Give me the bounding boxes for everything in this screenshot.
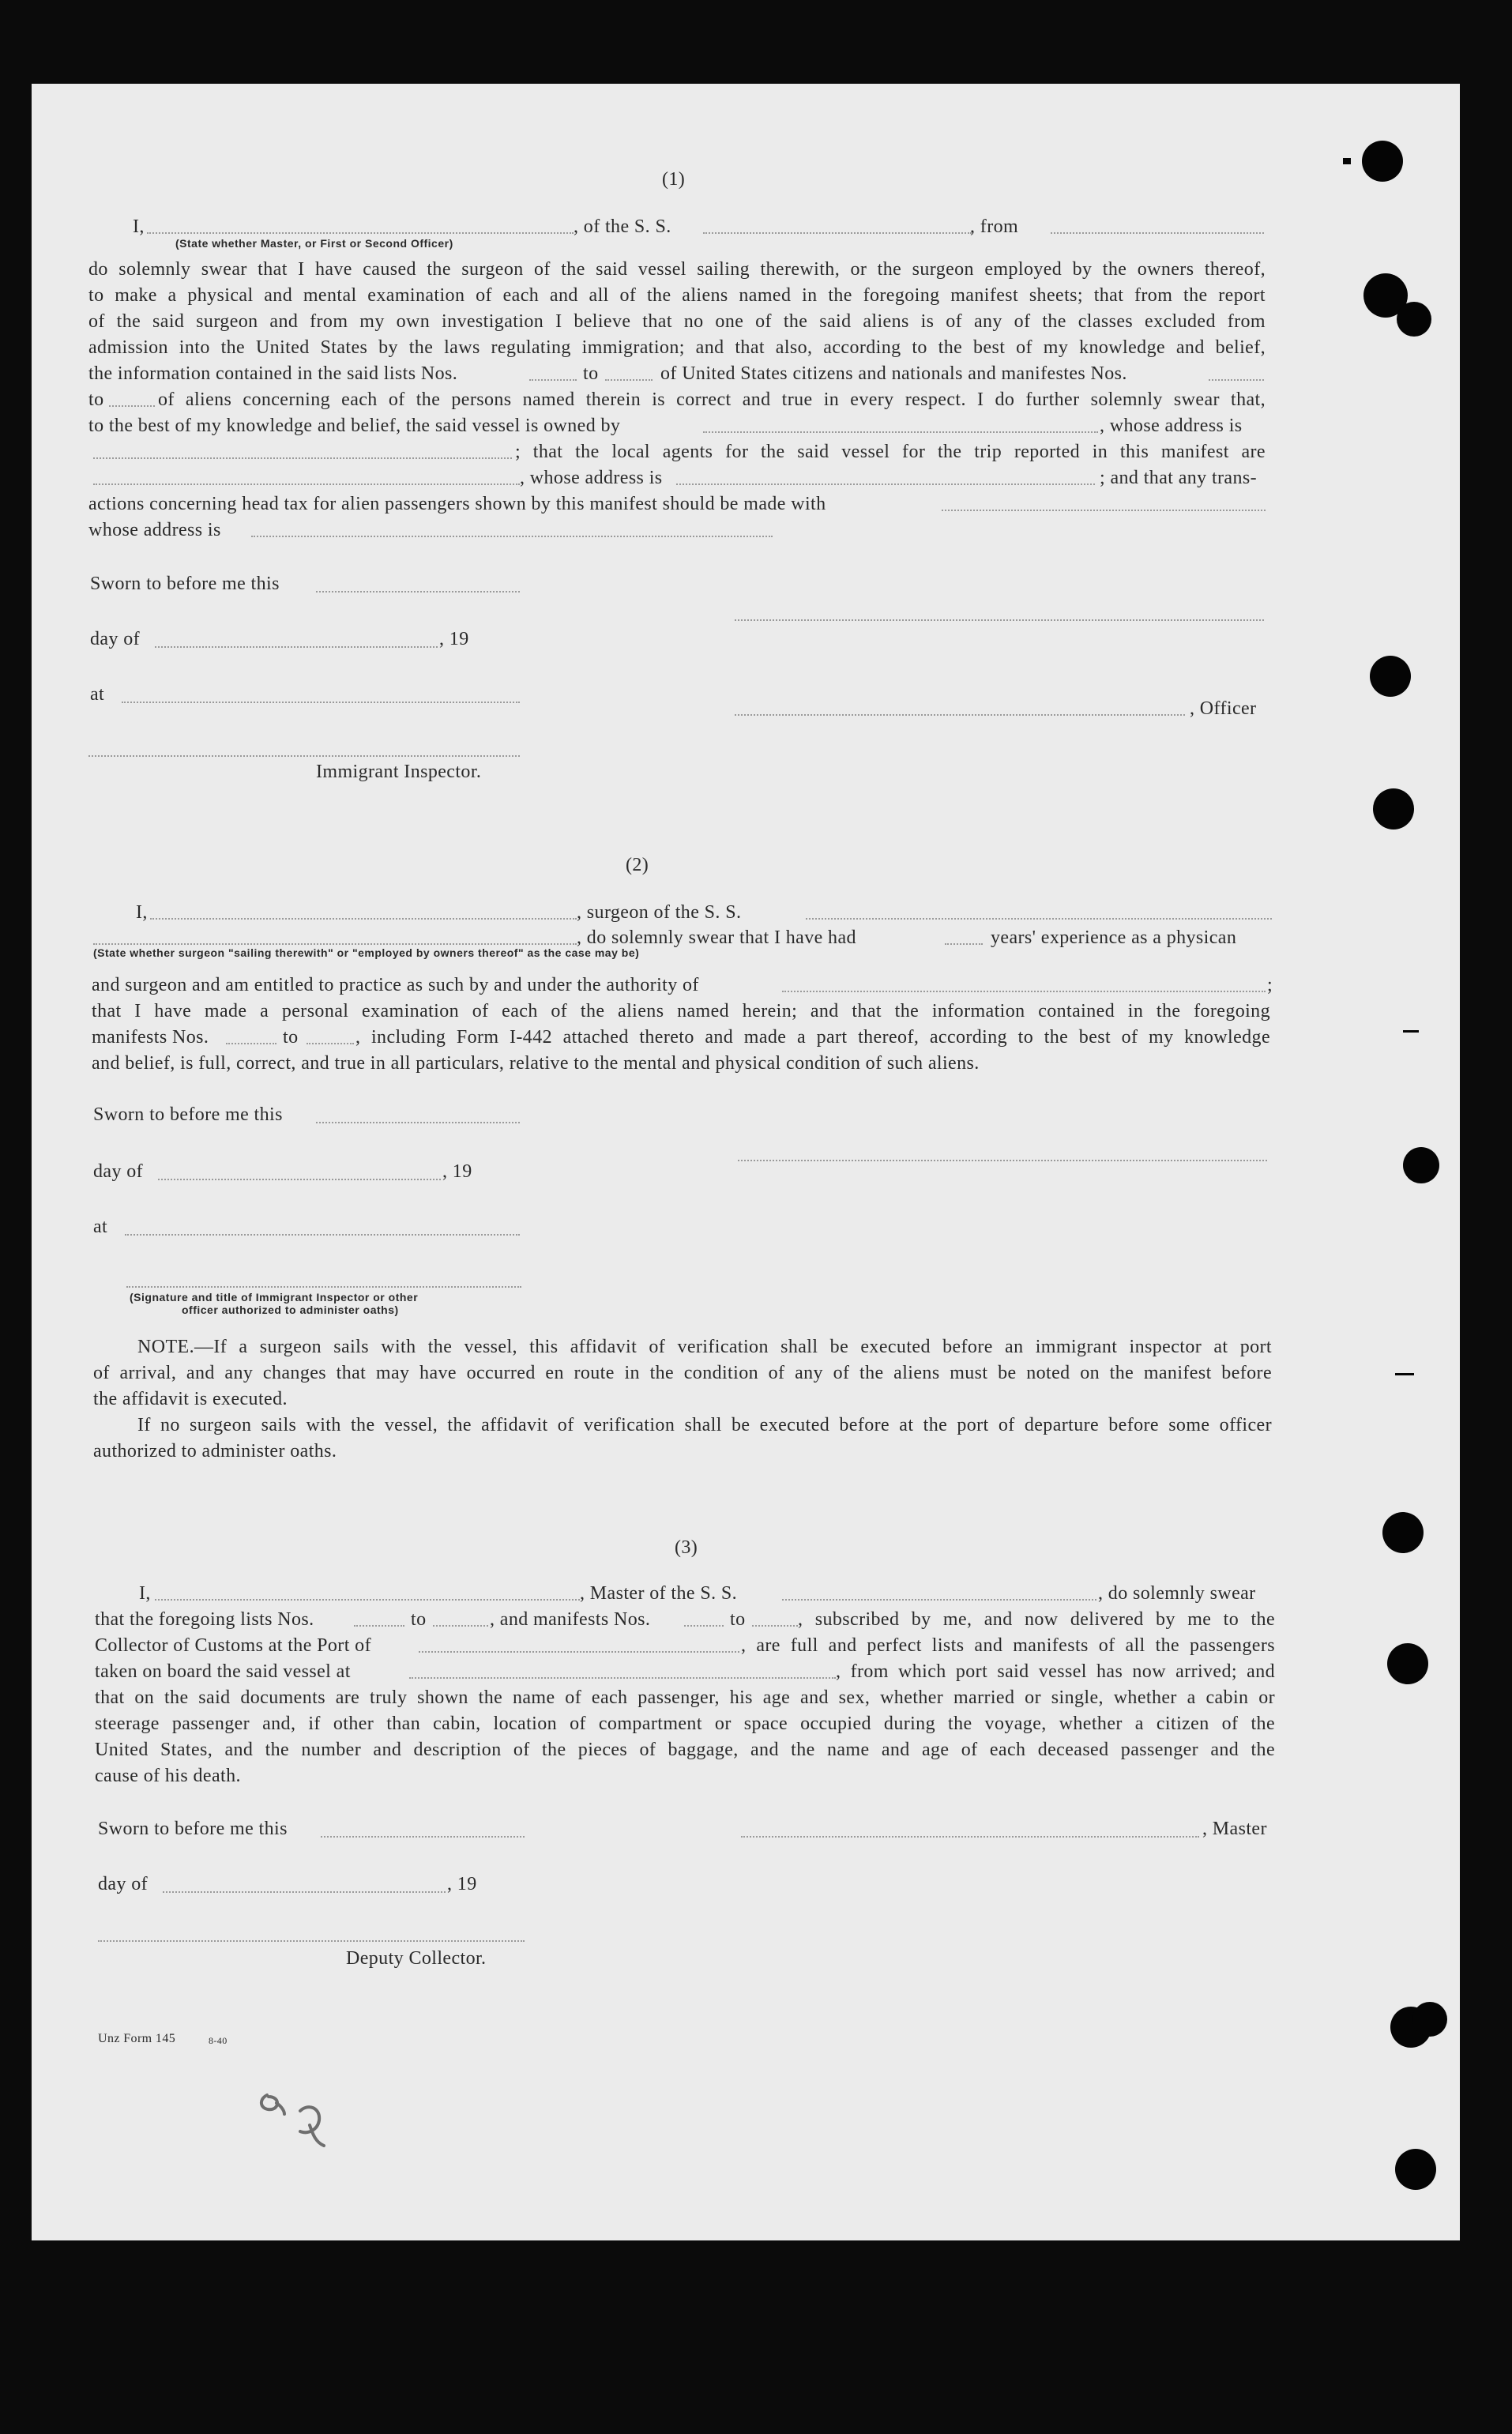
manifests-to-field-3[interactable] (752, 1625, 798, 1627)
taken-label: taken on board the said vessel at (95, 1661, 351, 1682)
years-label: years' experience as a physican (991, 927, 1237, 948)
sworn-label: Sworn to before me this (90, 574, 280, 594)
note-line: of arrival, and any changes that may have occurred en route in the condition of any of the aliens must be noted on the manifest before (93, 1363, 1272, 1383)
vessel-name-field[interactable] (703, 232, 972, 234)
lists-label: that the foregoing lists Nos. (95, 1609, 314, 1630)
oath-i-3: I, (139, 1583, 151, 1604)
head-tax-address-field[interactable] (251, 536, 773, 537)
years-experience-field[interactable] (945, 943, 983, 945)
at-location-field-2[interactable] (125, 1234, 520, 1236)
sworn-label-2: Sworn to before me this (93, 1104, 283, 1125)
documents-line: that on the said documents are truly shown the name of each passenger, his age and sex, whether married or single, whether a cabin or (95, 1687, 1275, 1708)
master-of-label: , Master of the S. S. (580, 1583, 738, 1604)
manifest-from-field[interactable] (226, 1043, 276, 1044)
surgeon-type-caption: (State whether surgeon "sailing therewith" or "employed by owners thereof" as the case may be) (93, 946, 640, 959)
manifests-from-field-3[interactable] (684, 1625, 724, 1627)
taken-text: , from which port said vessel has now arrived; and (836, 1661, 1275, 1682)
year-label: , 19 (439, 629, 469, 649)
day-of-field-2[interactable] (158, 1179, 441, 1180)
section-1-number: (1) (662, 169, 686, 190)
oath-line: admission into the United States by the laws regulating immigration; and that also, according to the best of my knowledge and belief, (88, 337, 1266, 358)
citizen-list-to-field[interactable] (605, 379, 653, 381)
edge-mark (1343, 158, 1351, 164)
day-of-field[interactable] (155, 646, 438, 648)
examination-line: that I have made a personal examination of each of the aliens named herein; and that the information contained in the foregoing (92, 1001, 1270, 1021)
punch-hole (1373, 788, 1414, 830)
oath-i: I, (133, 216, 145, 237)
signature-line[interactable] (735, 619, 1264, 621)
day-of-label-2: day of (93, 1161, 144, 1182)
alien-manifest-to-field[interactable] (109, 405, 155, 407)
punch-hole (1382, 1512, 1424, 1553)
master-name-field[interactable] (155, 1599, 580, 1601)
info-to: to (583, 363, 599, 384)
year-label-2: , 19 (442, 1161, 472, 1182)
punch-hole (1403, 1147, 1439, 1183)
note-line: NOTE.—If a surgeon sails with the vessel, this affidavit of verification shall be executed before an immigrant inspector at port (137, 1337, 1272, 1357)
form-number: Unz Form 145 (98, 2032, 176, 2045)
at-label: at (90, 684, 105, 705)
manifests-text: , including Form I-442 attached thereto and made a part thereof, according to the best of my knowledge (355, 1027, 1270, 1048)
info-text: the information contained in the said lists Nos. (88, 363, 458, 384)
any-trans-text: ; and that any trans- (1100, 468, 1258, 488)
edge-mark (1403, 1030, 1419, 1033)
from-label: , from (970, 216, 1019, 237)
surgeon-vessel-field[interactable] (806, 918, 1272, 920)
entitled-text: and surgeon and am entitled to practice as such by and under the authority of (92, 975, 699, 995)
lists-delivered-text: , subscribed by me, and now delivered by me to the (798, 1609, 1275, 1630)
agents-text: ; that the local agents for the said vessel for the trip reported in this manifest are (515, 442, 1266, 462)
sworn-date-field-2[interactable] (316, 1122, 520, 1123)
oath-line: of the said surgeon and from my own investigation I believe that no one of the said aliens is of any of the classes excluded from (88, 311, 1266, 332)
master-signature-field[interactable] (741, 1836, 1199, 1838)
punch-hole (1387, 1643, 1428, 1684)
taken-port-field[interactable] (409, 1677, 836, 1679)
surgeon-name-field[interactable] (150, 918, 577, 920)
note-line: If no surgeon sails with the vessel, the affidavit of verification shall be executed before at the port of departure before some officer (137, 1415, 1272, 1435)
section-3-number: (3) (675, 1537, 698, 1558)
from-port-field[interactable] (1051, 232, 1264, 234)
owner-address-field[interactable] (93, 457, 512, 459)
alien-manifest-from-field[interactable] (1209, 379, 1264, 381)
master-label: , Master (1202, 1819, 1267, 1839)
oath-line: do solemnly swear that I have caused the surgeon of the said vessel sailing therewith, or the surgeon employed by the owners thereof, (88, 259, 1266, 280)
head-tax-contact-field[interactable] (942, 510, 1266, 511)
immigrant-inspector-label: Immigrant Inspector. (316, 762, 482, 782)
lists-to: to (411, 1609, 427, 1630)
punch-hole (1412, 2002, 1447, 2037)
officer-label: , Officer (1190, 698, 1257, 719)
surgeon-of-label: , surgeon of the S. S. (577, 902, 742, 923)
agents-field[interactable] (93, 483, 520, 485)
note-line: the affidavit is executed. (93, 1389, 288, 1409)
documents-last-line: cause of his death. (95, 1766, 241, 1786)
aliens-to: to (88, 389, 104, 410)
manifests-to: to (283, 1027, 299, 1048)
documents-line: steerage passenger and, if other than cabin, location of compartment or space occupied during the voyage, whether a citizen of the (95, 1714, 1275, 1734)
actions-text: actions concerning head tax for alien passengers shown by this manifest should be made with (88, 494, 826, 514)
at-label-2: at (93, 1217, 108, 1237)
note-line: authorized to administer oaths. (93, 1441, 337, 1462)
signature-caption-1: (Signature and title of Immigrant Inspector or other (130, 1291, 419, 1304)
whose-address-label: whose address is (88, 520, 221, 540)
oath-line: to make a physical and mental examination of each and all of the aliens named in the foregoing manifest sheets; that from the report (88, 285, 1266, 306)
lists-manifests-label: , and manifests Nos. (490, 1609, 651, 1630)
day-of-field-3[interactable] (163, 1891, 446, 1893)
at-location-field[interactable] (122, 702, 520, 703)
officer-rank-caption: (State whether Master, or First or Second Officer) (175, 237, 453, 250)
aliens-line: of aliens concerning each of the persons named therein is correct and true in every respect. I do further solemnly swear that, (158, 389, 1266, 410)
officer-signature-field[interactable] (735, 714, 1185, 716)
of-the-ss: , of the S. S. (574, 216, 671, 237)
owned-text-b: , whose address is (1100, 416, 1243, 436)
lists-to-field[interactable] (433, 1625, 488, 1627)
collector-label: Collector of Customs at the Port of (95, 1635, 371, 1656)
entitled-end: ; (1267, 975, 1273, 995)
oath-i-2: I, (136, 902, 148, 923)
surgeon-signature-line[interactable] (738, 1160, 1267, 1161)
manifest-to-field[interactable] (307, 1043, 354, 1044)
documents-line: United States, and the number and description of the pieces of baggage, and the name and age of each deceased passenger and the (95, 1740, 1275, 1760)
citizen-list-from-field[interactable] (529, 379, 577, 381)
lists-to-2: to (730, 1609, 746, 1630)
agents-address-field[interactable] (676, 483, 1095, 485)
punch-hole (1370, 656, 1411, 697)
deputy-signature-line[interactable] (98, 1940, 525, 1942)
punch-hole (1362, 141, 1403, 182)
year-label-3: , 19 (447, 1874, 477, 1894)
master-vessel-field[interactable] (782, 1599, 1096, 1601)
collector-text: , are full and perfect lists and manifests of all the passengers (741, 1635, 1275, 1656)
surgeon-type-field[interactable] (93, 943, 577, 945)
sworn-date-field-3[interactable] (321, 1836, 525, 1838)
sworn-date-field[interactable] (316, 591, 520, 593)
inspector-signature-line-2[interactable] (126, 1286, 521, 1288)
sworn-label-3: Sworn to before me this (98, 1819, 288, 1839)
belief-line: and belief, is full, correct, and true in all particulars, relative to the mental and physical condition of such aliens. (92, 1053, 980, 1074)
day-of-label: day of (90, 629, 141, 649)
handwritten-mark (253, 2079, 348, 2150)
inspector-signature-line[interactable] (88, 755, 520, 757)
day-of-label-3: day of (98, 1874, 149, 1894)
section-2-number: (2) (626, 855, 649, 875)
collector-port-field[interactable] (419, 1651, 739, 1653)
form-date: 8-40 (209, 2035, 228, 2046)
owner-field[interactable] (703, 431, 1098, 433)
owned-text: to the best of my knowledge and belief, the said vessel is owned by (88, 416, 621, 436)
punch-hole (1395, 2149, 1436, 2190)
deputy-collector-label: Deputy Collector. (346, 1948, 487, 1969)
signature-caption-2: officer authorized to administer oaths) (182, 1304, 399, 1316)
master-swear-label: , do solemnly swear (1098, 1583, 1256, 1604)
surgeon-swear-label: , do solemnly swear that I have had (577, 927, 856, 948)
manifests-label: manifests Nos. (92, 1027, 209, 1048)
info-text-b: of United States citizens and nationals and manifestes Nos. (660, 363, 1127, 384)
officer-rank-field[interactable] (147, 232, 574, 234)
agents-address-label: , whose address is (520, 468, 663, 488)
punch-hole (1397, 302, 1431, 337)
edge-mark (1395, 1373, 1414, 1375)
lists-from-field[interactable] (354, 1625, 404, 1627)
authority-field[interactable] (782, 991, 1266, 992)
